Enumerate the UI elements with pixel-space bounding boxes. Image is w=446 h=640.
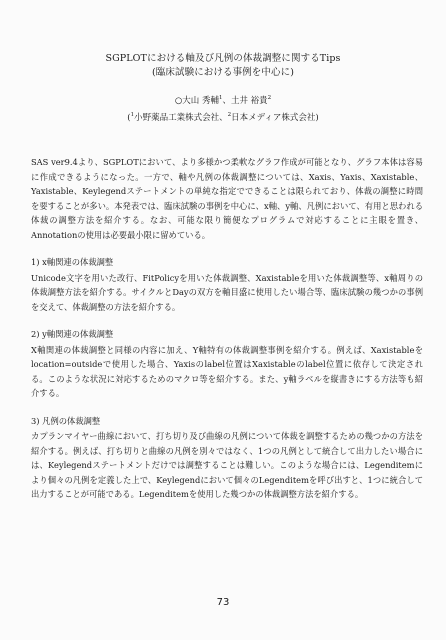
page-number: 73 (216, 597, 230, 608)
affiliations (0, 112, 446, 125)
author-list (0, 95, 446, 108)
section-text: X軸関連の体裁調整と同様の内容に加え、Y軸特有の体裁調整事例を紹介する。例えば、Xaxistableをlocation=outsideで使用した場合、Yaxisのlabel位置はXaxistableのlabel位置に依存して決定される。このような状況に対応するためのマクロ等を紹介する。また、y軸ラベルを縦書きにする方法等も紹介する。 (31, 344, 423, 398)
title-block (0, 52, 446, 125)
title-line-2: (臨床試験における事例を中心に) (151, 67, 294, 78)
section-legend (31, 414, 423, 502)
author-2: 、土井 裕貴 (222, 96, 268, 106)
affil-1-mark: 1 (130, 112, 135, 119)
author-2-affil-mark: 2 (267, 95, 272, 102)
section-heading: 2) y軸関連の体裁調整 (31, 329, 114, 339)
author-1: ○大山 秀輔 (174, 96, 219, 106)
title-line-1: SGPLOTにおける軸及び凡例の体裁調整に関するTips (105, 53, 341, 64)
intro-paragraph: SAS ver9.4より、SGPLOTにおいて、より多様かつ柔軟なグラフ作成が可能となり、グラフ本体は容易に作成できるようになった。一方で、軸や凡例の体裁調整については、Xaxis、Yaxis、Xaxistable、Yaxistable、Keylegendステートメントの単純な指定でできることは限られており、体裁の調整に時間を要することが多い。本発表では、臨床試験の事例を中心に、x軸、y軸、凡例において、有用と思われる体裁の調整方法を紹介する。なお、可能な限り簡便なプログラムで対応することに主眼を置き、Annotationの使用は必要最小限に留めている。 (31, 157, 423, 240)
section-x-axis (31, 255, 423, 314)
section-heading: 3) 凡例の体裁調整 (31, 415, 101, 426)
section-text: Unicode文字を用いた改行、FitPolicyを用いた体裁調整、Xaxistableを用いた体裁調整等、x軸周りの体裁調整方法を紹介する。サイクルとDayの双方を軸目盛に使用したい場合等、臨床試験の幾つかの事例を交えて、体裁調整の方法を紹介する。 (31, 272, 423, 312)
affil-1: 小野薬品工業株式会社、 (134, 113, 228, 123)
paper-body (31, 155, 423, 502)
section-heading: 1) x軸関連の体裁調整 (31, 257, 114, 267)
affil-open-paren: ( (127, 113, 131, 123)
paper-title (0, 52, 446, 80)
affil-2-mark: 2 (227, 112, 232, 119)
section-y-axis (31, 327, 423, 401)
author-1-affil-mark: 1 (218, 95, 223, 102)
affil-2: 日本メディア株式会社) (231, 113, 319, 123)
section-text: カプランマイヤー曲線において、打ち切り及び曲線の凡例について体裁を調整するための幾つかの方法を紹介する。例えば、打ち切りと曲線の凡例を別々ではなく、1つの凡例として統合して出力したい場合には、Keylegendステートメントだけでは調整することは難しい。このような場合には、Legenditemにより個々の凡例を定義した上で、Keylegendにおいて個々のLegenditemを呼び出すと、1つに統合して出力することが可能である。Legenditemを使用した幾つかの体裁調整方法を紹介する。 (31, 431, 423, 499)
